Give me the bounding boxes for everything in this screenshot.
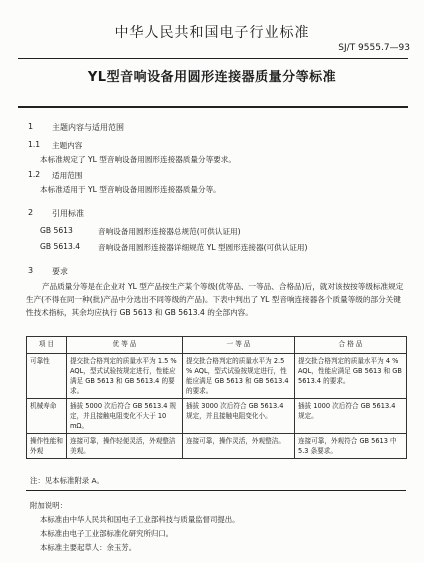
section-1-number: 1 xyxy=(28,122,34,131)
column-header-qualified: 合 格 品 xyxy=(295,337,407,354)
section-1-heading: 主题内容与适用范围 xyxy=(52,123,124,132)
row-excellent: 插拔 5000 次后符合 GB 5613.4 规定，并且接触电阻变化不大于 10 mΩ。 xyxy=(67,399,183,434)
appendix-line: 本标准由中华人民共和国电子工业部科技与质量监督司提出。 xyxy=(40,515,240,524)
table-header-row xyxy=(27,337,407,354)
document-title: YL型音响设备用圆形连接器质量分等标准 xyxy=(87,70,337,85)
section-1-2-heading: 适用范围 xyxy=(52,171,83,180)
table-row xyxy=(27,354,407,399)
column-header-first-class: 一 等 品 xyxy=(183,337,295,354)
section-1-2-number: 1.2 xyxy=(28,170,41,179)
table-row xyxy=(27,434,407,459)
section-2-heading: 引用标准 xyxy=(52,209,84,218)
row-item: 机械寿命 xyxy=(27,399,67,434)
appendix-heading: 附加说明： xyxy=(30,501,67,510)
row-excellent: 连接可靠，操作轻便灵活，外观整洁美观。 xyxy=(67,434,183,459)
column-header-item: 项 目 xyxy=(27,337,67,354)
appendix-line: 本标准由电子工业部标准化研究所归口。 xyxy=(40,529,174,538)
section-1-1-number: 1.1 xyxy=(28,140,41,149)
row-item: 操作性能和外观 xyxy=(27,434,67,459)
title-rule xyxy=(18,106,408,108)
note-rule xyxy=(26,490,406,491)
section-3-heading: 要求 xyxy=(52,267,68,276)
section-3-number: 3 xyxy=(28,266,34,275)
document-number: SJ/T 9555.7—93 xyxy=(338,43,410,53)
row-qualified: 提交批合格判定的质量水平为 4 % AQL，性能应满足 GB 5613 和 GB 5613.4 的要求。 xyxy=(295,354,407,399)
reference-2-title: 音响设备用圆形连接器详细规范 YL 型圆形连接器(可供认证用) xyxy=(98,243,308,252)
reference-2-code: GB 5613.4 xyxy=(40,242,81,251)
row-first-class: 提交批合格判定的质量水平为 2.5 % AQL，型式试验按规定进行，性能应满足 GB 5613 和 GB 5613.4 的要求。 xyxy=(183,354,295,399)
quality-grade-table xyxy=(26,336,407,459)
section-3-paragraph: 产品质量分等是在企业对 YL 型产品按生产某个等级(优等品、一等品、合格品)后，就对该按按等级标准规定生产(不得在同一种(批)产品中分选出不同等级的产品)。下表中判出了 YL 型音响连接器各个质量等级的部分关键性技术指标，其余均应执行 GB 5613 和 GB 5613.4 的全部内容。 xyxy=(26,282,404,317)
reference-1-code: GB 5613 xyxy=(40,226,73,235)
section-2-number: 2 xyxy=(28,208,34,217)
reference-1-title: 音响设备用圆形连接器总规范(可供认证用) xyxy=(98,227,241,236)
row-qualified: 插拔 1000 次后符合 GB 5613.4 规定。 xyxy=(295,399,407,434)
row-qualified: 连接可靠，外观符合 GB 5613 中 5.3 条要求。 xyxy=(295,434,407,459)
section-1-1-heading: 主题内容 xyxy=(52,141,83,150)
row-item: 可靠性 xyxy=(27,354,67,399)
header-rule xyxy=(18,58,408,59)
table-note: 注：见本标准附录 A。 xyxy=(30,476,104,485)
section-1-2-text: 本标准适用于 YL 型音响设备用圆形连接器质量分等。 xyxy=(40,185,221,194)
table-row xyxy=(27,399,407,434)
section-1-1-text: 本标准规定了 YL 型音响设备用圆形连接器质量分等要求。 xyxy=(40,155,236,164)
standard-org-header: 中华人民共和国电子行业标准 xyxy=(114,25,310,41)
column-header-excellent: 优 等 品 xyxy=(67,337,183,354)
row-first-class: 连接可靠，操作灵活，外观整洁。 xyxy=(183,434,295,459)
row-first-class: 插拔 3000 次后符合 GB 5613.4 规定，并且接触电阻变化小。 xyxy=(183,399,295,434)
appendix-line: 本标准主要起草人：余玉芳。 xyxy=(40,543,137,552)
row-excellent: 提交批合格判定的质量水平为 1.5 % AQL，型式试验按规定进行，性能应满足 GB 5613 和 GB 5613.4 的要求。 xyxy=(67,354,183,399)
